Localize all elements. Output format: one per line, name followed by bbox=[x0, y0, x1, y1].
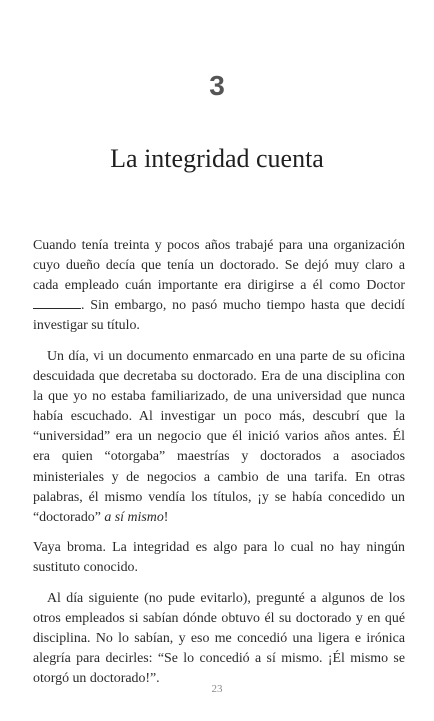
paragraph-1-start: Cuando tenía treinta y pocos años trabajé para una organización cuyo dueño decía que tenía un doctorado. Se dejó muy claro a cada empleado cuán importante era dirigirse a él como Doctor bbox=[33, 238, 405, 294]
page-number: 23 bbox=[211, 683, 223, 695]
paragraph-3: Vaya broma. La integridad es algo para lo cual no hay ningún sustituto conocido. bbox=[33, 540, 405, 576]
paragraph-2-emphasis: a sí mismo bbox=[104, 509, 164, 525]
chapter-number: 3 bbox=[209, 70, 225, 101]
paragraph-1-end: . Sin embargo, no pasó mucho tiempo hasta que decidí investigar su título. bbox=[33, 298, 405, 334]
paragraph-2 bbox=[33, 347, 405, 528]
chapter-title: La integridad cuenta bbox=[110, 144, 324, 173]
paragraph-2-start: Un día, vi un documento enmarcado en una parte de su oficina descuidada que decretaba su doctorado. Era de una disciplina con la que yo no estaba familiarizado, de una universidad que nunca había escuchado. Al investigar un poco más, descubrí que la “universidad” era un negocio que él inició varios años antes. Él era quien “otorgaba” maestrías y doctorados a asociados ministeriales y de negocios a cambio de una tarifa. En otras palabras, él mismo vendía los títulos, ¡y se había concedido un “doctorado” bbox=[33, 348, 405, 525]
paragraph-2-end: ! bbox=[163, 509, 169, 525]
body-text bbox=[33, 236, 405, 700]
blank-line bbox=[33, 296, 81, 309]
paragraph-1 bbox=[33, 236, 405, 336]
paragraph-4: Al día siguiente (no pude evitarlo), pregunté a algunos de los otros empleados si sabían dónde obtuvo él su doctorado y en qué disciplina. No lo sabían, y eso me concedió una ligera e irónica alegría para decirles: “Se lo concedió a sí mismo. ¡Él mismo se otorgó un doctorado!”. bbox=[33, 591, 405, 687]
